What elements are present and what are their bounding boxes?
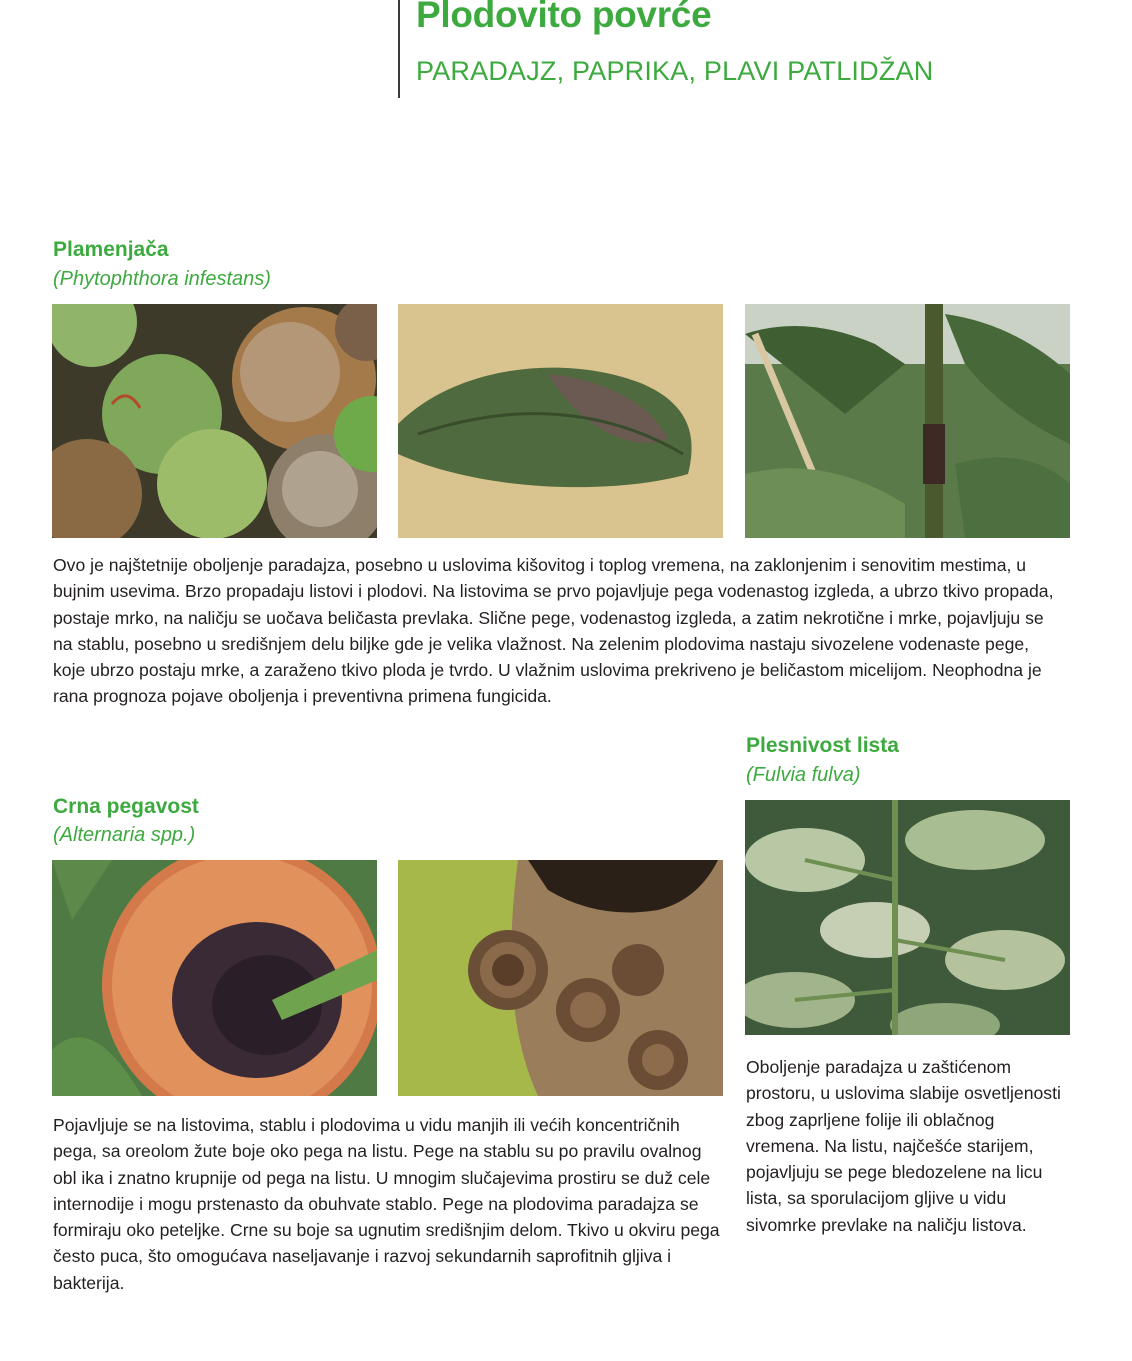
page-subtitle: PARADAJZ, PAPRIKA, PLAVI PATLIDŽAN xyxy=(416,56,934,86)
early-blight-leaf-photo xyxy=(398,860,723,1096)
leaf-mold-description: Oboljenje paradajza u zaštićenom prostoru, u uslovima slabije osvetljenosti zbog zaprljene folije ili oblačnog vremena. Na listu, najčešće starijem, pojavljuju se pege bledozelene na licu lista, sa sporulacijom gljive u vidu sivomrke prevlake na naličju listova. xyxy=(746,1057,1061,1235)
late-blight-leaf-photo xyxy=(398,304,723,538)
leaf-mold-photo xyxy=(745,800,1070,1035)
early-blight-description: Pojavljuje se na listovima, stablu i plodovima u vidu manjih ili većih koncentričnih pega, sa oreolom žute boje oko pega na listu. Pege na stablu su po pravilu ovalnog obl ika i znatno krupnije od pega na listu. U mnogim slučajevima prostiru se duž cele internodije i mogu prstenasto da obuhvate stablo. Pege na plodovima paradajza se formiraju oko peteljke. Crne su boje sa ugnutim središnjim delom. Tkivo u okviru pega često puca, što omogućava naseljavanje i razvoj sekundarnih saprofitnih gljiva i bakterija. xyxy=(53,1115,720,1293)
header-divider xyxy=(398,0,400,98)
page-title: Plodovito povrće xyxy=(416,0,712,35)
late-blight-stem-photo xyxy=(745,304,1070,538)
leaf-mold-latin-name: (Fulvia fulva) xyxy=(746,764,861,786)
early-blight-latin-name: (Alternaria spp.) xyxy=(53,824,196,846)
late-blight-heading: Plamenjača xyxy=(53,238,169,261)
leaf-mold-heading: Plesnivost lista xyxy=(746,734,899,757)
late-blight-latin-name: (Phytophthora infestans) xyxy=(53,268,271,290)
early-blight-heading: Crna pegavost xyxy=(53,795,199,818)
late-blight-fruit-photo xyxy=(52,304,377,538)
late-blight-description: Ovo je najštetnije oboljenje paradajza, posebno u uslovima kišovitog i toplog vremena, na zaklonjenim i senovitim mestima, u bujnim usevima. Brzo propadaju listovi i plodovi. Na listovima se prvo pojavljuje pega vodenastog izgleda, a ubrzo tkivo propada, postaje mrko, na naličju se uočava beličasta prevlaka. Slične pege, vodenastog izgleda, a zatim nekrotične i mrke, pojavljuju se na stablu, posebno u središnjem delu biljke gde je velika vlažnost. Na zelenim plodovima nastaju sivozelene vodenaste pege, koje ubrzo postaju mrke, a zaraženo tkivo ploda je tvrdo. U vlažnim uslovima prekriveno je beličastom micelijom. Neophodna je rana prognoza pojave oboljenja i preventivna primena fungicida. xyxy=(53,555,1054,707)
early-blight-fruit-photo xyxy=(52,860,377,1096)
